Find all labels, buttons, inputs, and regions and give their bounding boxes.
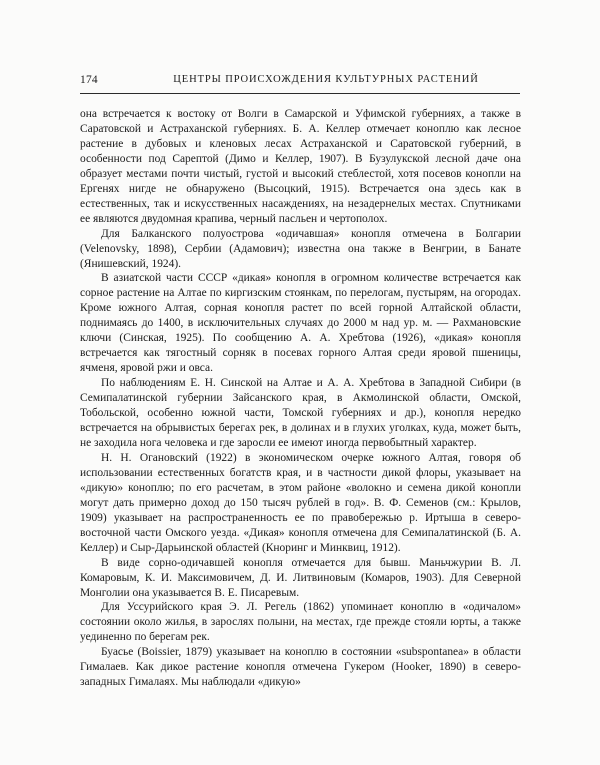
header-rule	[80, 93, 520, 94]
paragraph-continued: она встречается к востоку от Волги в Самарской и Уфимской губерниях, а также в Саратовской и Астраханской губерниях. Б. А. Келлер отмечает коноплю как лесное растение в дубовых и кленовых лесах Астраханской и Саратовской губерний, в особенности под Сарептой (Димо и Келлер, 1907). В Бузулукской лесной даче она образует местами почти чистый, густой и высокий стеблестой, хотя посевов конопли на Ергенях нигде не обнаружено (Высоцкий, 1915). Встречается она здесь как в естественных, так и искусственных насаждениях, на незадернелых местах. Спутниками ее являются двудомная крапива, черный пасльен и чертополох.	[80, 108, 521, 225]
paragraph-western-siberia: По наблюдениям Е. Н. Синской на Алтае и А. А. Хребтова в Западной Сибири (в Семипалатинской губернии Зайсанского края, в Акмолинской области, Омской, Тобольской, особенно южной части, Томской губерниях и др.), конопля нередко встречается на обрывистых берегах рек, в долинах и в глухих уголках, куда, может быть, не заходила нога человека и где заросли ее имеют иногда первобытный характер.	[80, 377, 521, 449]
running-title: ЦЕНТРЫ ПРОИСХОЖДЕНИЯ КУЛЬТУРНЫХ РАСТЕНИЙ	[173, 74, 479, 85]
paragraph-himalayas: Буасье (Boissier, 1879) указывает на коноплю в состоянии «subspontanea» в области Гималаев. Как дикое растение конопля отмечена Гукером (Hooker, 1890) в северо-западных Гималаях. Мы наблюдали «дикую»	[80, 646, 521, 689]
page-header	[80, 74, 520, 90]
body-text	[80, 107, 521, 690]
page-number: 174	[80, 74, 98, 86]
paragraph-balkans: Для Балканского полуострова «одичавшая» конопля отмечена в Болгарии (Velenovsky, 1898), Сербии (Адамович); известна она также в Венгрии, в Банате (Янишевский, 1924).	[80, 227, 521, 270]
paragraph-manchuria: В виде сорно-одичавшей конопля отмечается для бывш. Маньчжурии В. Л. Комаровым, К. И. Максимовичем, Д. И. Литвиновым (Комаров, 1903). Для Северной Монголии она указывается В. Е. Писаревым.	[80, 556, 521, 599]
paragraph-asian-ussr: В азиатской части СССР «дикая» конопля в огромном количестве встречается как сорное растение на Алтае по киргизским стоянкам, по перелогам, пустырям, на огородах. Кроме южного Алтая, сорная конопля растет по всей горной Алтайской области, поднимаясь до 1400, в исключительных случаях до 2000 м над ур. м. — Рахмановские ключи (Синская, 1925). По сообщению А. А. Хребтова (1926), «дикая» конопля встречается как тягостный сорняк в посевах горного Алтая среди яровой пшеницы, ячменя, яровой ржи и овса.	[80, 272, 521, 375]
paragraph-southern-altai: Н. Н. Огановский (1922) в экономическом очерке южного Алтая, говоря об использовании естественных богатств края, и в частности дикой флоры, указывает на «дикую» коноплю; по его расчетам, в этом районе «волокно и семена дикой конопли могут дать примерно доход до 150 тысяч рублей в год». В. Ф. Семенов (см.: Крылов, 1909) указывает на распространенность ее по правобережью р. Иртыша в северо-восточной части Омского уезда. «Дикая» конопля отмечена для Семипалатинской (Б. А. Келлер) и Сыр-Дарьинской областей (Кноринг и Минквиц, 1912).	[80, 451, 521, 554]
paragraph-ussuri: Для Уссурийского края Э. Л. Регель (1862) упоминает коноплю в «одичалом» состоянии около жилья, в зарослях полыни, на местах, где прежде стояли юрты, а также уединенно по берегам рек.	[80, 601, 521, 644]
